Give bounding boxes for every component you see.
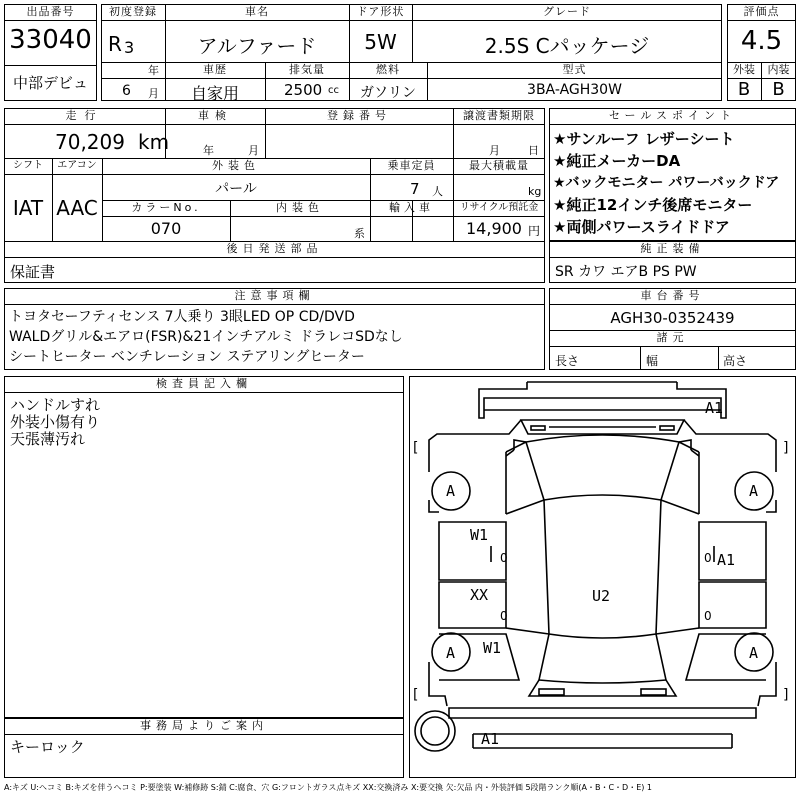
inspection-label: 車検 (198, 109, 232, 122)
insp-month-unit: 月 (248, 144, 259, 157)
sales-point-item: ★両側パワースライドドア (553, 218, 730, 236)
notes-label: 注意事項欄 (234, 289, 315, 302)
zero-marker: 0 (704, 609, 712, 623)
ac: AAC (56, 196, 98, 220)
year: 3 (124, 38, 135, 57)
zero-marker: 0 (500, 551, 508, 565)
mark-door-fl: W1 (470, 526, 489, 544)
first-reg-label: 初度登録 (109, 5, 157, 18)
sales-point-item: ★バックモニター パワーバックドア (553, 175, 780, 191)
month: 6 (122, 83, 131, 99)
color-no: 070 (150, 219, 182, 238)
inspector-line: 外装小傷有り (10, 413, 101, 431)
lot-no-label: 出品番号 (26, 5, 75, 18)
recycle-unit: 円 (528, 224, 541, 238)
sales-point-item: ★サンルーフ レザーシート (553, 130, 735, 148)
sales-point-label: セールスポイント (608, 109, 736, 122)
notes-line: WALDグリル&エアロ(FSR)&21インチアルミ ドラレコSDなし (9, 329, 403, 345)
office-label: 事務局よりご案内 (140, 719, 268, 732)
chassis-label: 車台番号 (640, 289, 705, 302)
capacity: 7 (410, 180, 420, 198)
year-unit: 年 (148, 64, 159, 77)
lot-no: 33040 (9, 25, 92, 55)
shift-label: シフト (13, 160, 43, 171)
transfer-label: 譲渡書類期限 (463, 109, 535, 122)
inspector-line: ハンドルすれ (10, 396, 101, 414)
car-diagram (409, 376, 796, 778)
intcolor-label: 内装色 (276, 201, 324, 214)
mark-rear-fender-l: W1 (483, 639, 502, 657)
bracket-right: ] (783, 687, 789, 703)
maxload-unit: kg (528, 185, 542, 198)
car-name: アルファード (197, 34, 317, 58)
debut-label: 中部デビュ (12, 74, 88, 92)
capacity-unit: 人 (432, 185, 443, 198)
mark-roof: U2 (592, 587, 611, 605)
office-value: キーロック (10, 738, 85, 756)
capacity-label: 乗車定員 (387, 159, 436, 172)
history: 自家用 (190, 84, 239, 103)
equipment-value: SR カワ エアB PS PW (555, 264, 697, 280)
insp-year-unit: 年 (203, 144, 214, 157)
legend: A:キズ U:ヘコミ B:キズを伴うヘコミ P:要塗装 W:補修跡 S:錆 C:腐食、穴 G:フロントガラス点キズ XX:交換済み X:要交換 欠:欠品 内・外装評価 5段階ランク順(A・B・C・D・E) 1 (4, 783, 653, 792)
zero-marker: 0 (704, 551, 712, 565)
score-label: 評価点 (743, 5, 780, 18)
recycle-label: リサイクル預託金 (459, 202, 539, 213)
door-type: 5W (364, 30, 397, 54)
door-label: ドア形状 (356, 5, 405, 18)
plate-label: 登録番号 (327, 109, 391, 122)
int-score: B (772, 79, 785, 100)
model-label: 型式 (562, 63, 587, 76)
later-parts: 保証書 (10, 263, 56, 281)
inspector-label: 検査員記入欄 (156, 377, 252, 390)
displacement: 2500 (284, 81, 323, 99)
model: 3BA-AGH30W (527, 82, 622, 98)
bracket-left: [ (413, 440, 419, 456)
mark-wheel-fl: A (446, 482, 456, 500)
zero-marker: 0 (500, 609, 508, 623)
month-unit: 月 (148, 87, 159, 100)
mileage-unit: km (138, 130, 170, 154)
color-label: 外装色 (212, 159, 260, 172)
shift: IAT (12, 196, 44, 220)
ext-score: B (737, 79, 751, 100)
ac-label: エアコン (57, 160, 97, 171)
mark-front-bumper: A1 (705, 399, 724, 417)
recycle-fee: 14,900 (466, 219, 522, 238)
grade-label: グレード (543, 5, 591, 18)
intcolor-unit: 系 (354, 227, 365, 240)
bracket-left: [ (413, 687, 419, 703)
mileage: 70,209 (55, 130, 125, 154)
mark-door-rl: XX (470, 586, 489, 604)
equipment-label: 純正装備 (640, 242, 705, 255)
bracket-right: ] (783, 440, 789, 456)
later-parts-label: 後日発送部品 (226, 242, 323, 255)
mileage-label: 走行 (65, 109, 104, 122)
mark-wheel-fr: A (749, 482, 759, 500)
mark-wheel-rr: A (749, 644, 759, 662)
int-label: 内装 (767, 63, 790, 76)
mark-door-fr: A1 (717, 551, 736, 569)
notes-line: トヨタセーフティセンス 7人乗り 3眼LED OP CD/DVD (9, 309, 355, 325)
era: R (108, 32, 122, 56)
displacement-label: 排気量 (289, 63, 325, 76)
history-label: 車歴 (203, 63, 227, 76)
sales-point-item: ★純正12インチ後席モニター (553, 196, 753, 214)
chassis-no: AGH30-0352439 (610, 309, 735, 327)
fuel: ガソリン (360, 85, 416, 101)
notes-line: シートヒーター ベンチレーション ステアリングヒーター (9, 349, 365, 365)
length-label: 長さ (555, 354, 580, 368)
import-label: 輸入車 (389, 201, 434, 214)
transfer-day-unit: 日 (528, 144, 539, 157)
displacement-unit: cc (328, 85, 339, 96)
mark-wheel-rl: A (446, 644, 456, 662)
width-label: 幅 (646, 354, 659, 368)
grade: 2.5S Cパッケージ (484, 34, 650, 58)
transfer-month-unit: 月 (489, 144, 500, 157)
exterior-color: パール (215, 181, 257, 197)
fuel-label: 燃料 (376, 63, 400, 76)
car-name-label: 車名 (245, 5, 269, 18)
dims-label: 諸元 (656, 331, 689, 344)
maxload-label: 最大積載量 (469, 159, 529, 172)
inspector-line: 天張薄汚れ (10, 430, 86, 448)
score: 4.5 (740, 26, 783, 56)
colorno-label: カラーNo. (131, 201, 201, 214)
mark-rear-bumper: A1 (481, 730, 500, 748)
height-label: 高さ (723, 354, 748, 368)
sales-point-item: ★純正メーカーDA (553, 152, 681, 170)
ext-label: 外装 (733, 63, 755, 76)
